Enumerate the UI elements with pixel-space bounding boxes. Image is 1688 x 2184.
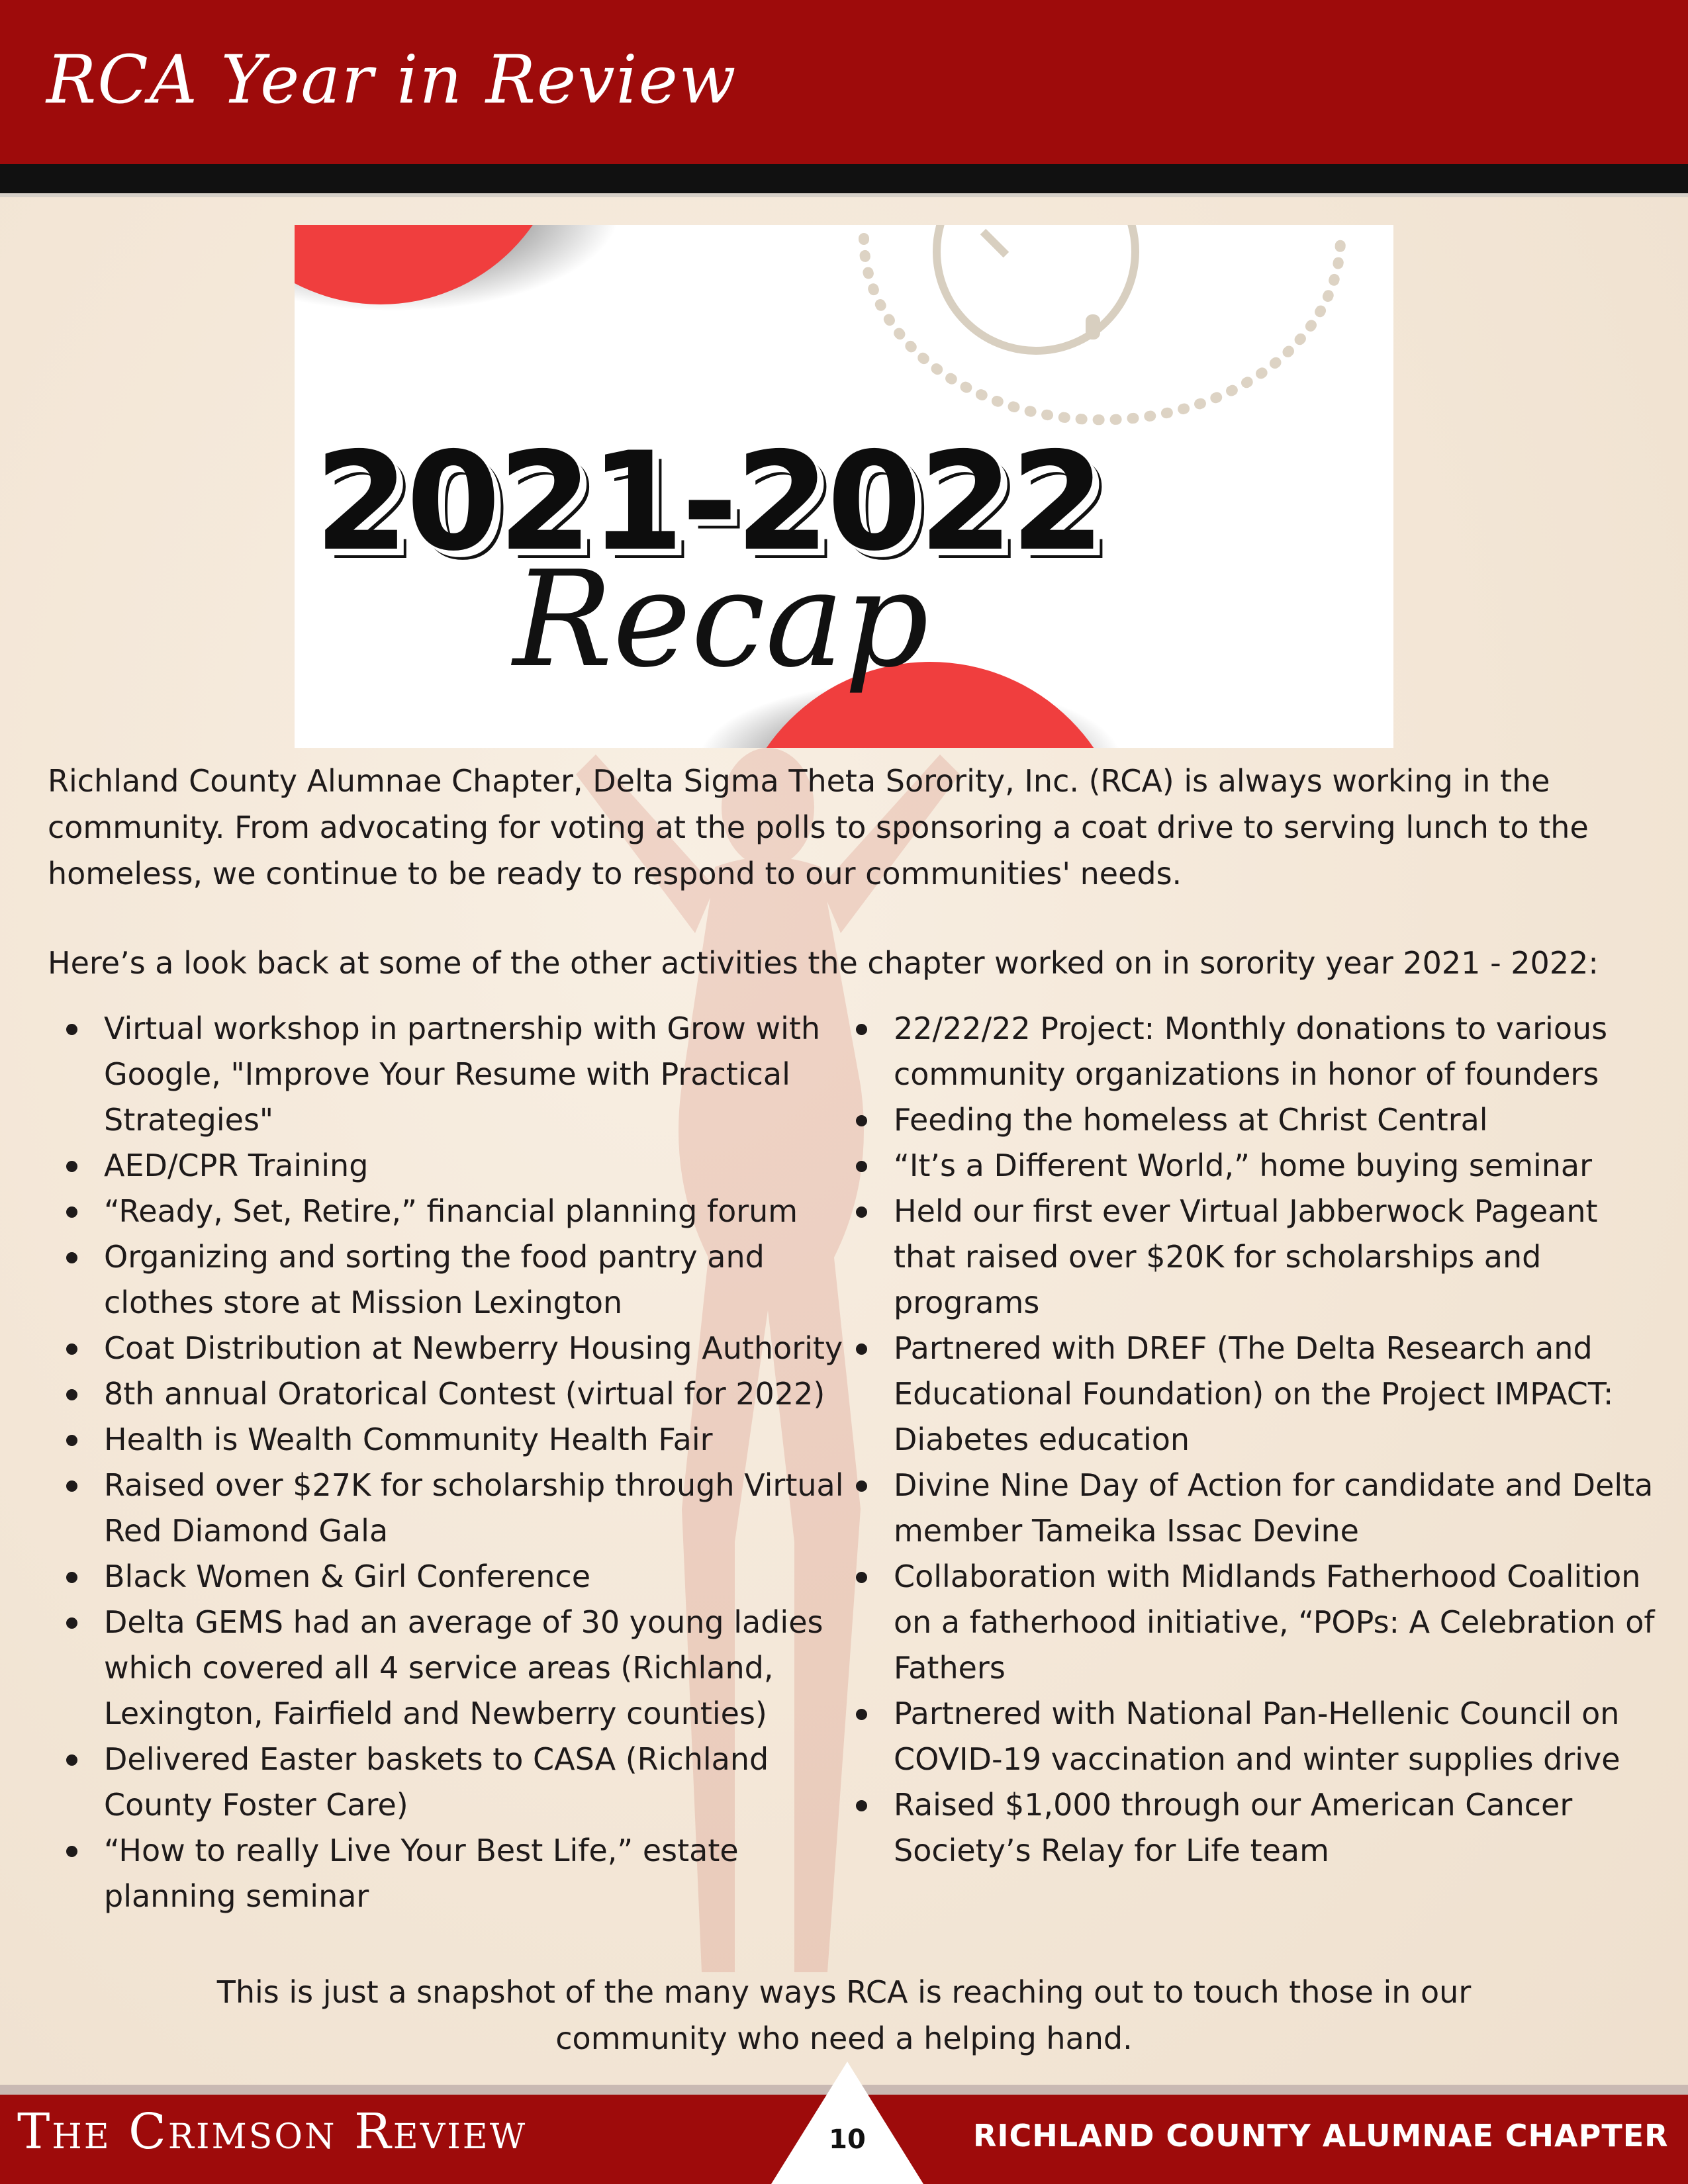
list-item: Black Women & Girl Conference <box>48 1554 855 1600</box>
list-item: Raised over $27K for scholarship through Virtual Red Diamond Gala <box>48 1463 855 1554</box>
closing-paragraph: This is just a snapshot of the many ways RCA is reaching out to touch those in our community who need a helping hand. <box>216 1974 1472 2056</box>
page-number: 10 <box>829 2124 866 2155</box>
list-item: 22/22/22 Project: Monthly donations to various community organizations in honor of founders <box>837 1006 1662 1097</box>
recap-banner <box>295 225 1393 748</box>
banner-recap-script: Recap <box>513 543 929 697</box>
activities-lead: Here’s a look back at some of the other activities the chapter worked on in sorority year 2021 - 2022: <box>48 945 1599 981</box>
list-item: “Ready, Set, Retire,” financial planning forum <box>48 1189 855 1234</box>
list-item: Organizing and sorting the food pantry and clothes store at Mission Lexington <box>48 1234 855 1326</box>
list-item: “It’s a Different World,” home buying seminar <box>837 1143 1662 1189</box>
intro-paragraph: Richland County Alumnae Chapter, Delta Sigma Theta Sorority, Inc. (RCA) is always working in the community. From advocating for voting at the polls to sponsoring a coat drive to serving lunch to the homeless, we continue to be ready to respond to our communities' needs. <box>48 763 1589 891</box>
list-item: “How to really Live Your Best Life,” estate planning seminar <box>48 1828 855 1919</box>
list-item: Health is Wealth Community Health Fair <box>48 1417 855 1463</box>
list-item: Divine Nine Day of Action for candidate and Delta member Tameika Issac Devine <box>837 1463 1662 1554</box>
list-item: Coat Distribution at Newberry Housing Authority <box>48 1326 855 1371</box>
page-title: RCA Year in Review <box>46 41 737 118</box>
list-item: Delivered Easter baskets to CASA (Richland County Foster Care) <box>48 1737 855 1828</box>
list-item: Collaboration with Midlands Fatherhood Coalition on a fatherhood initiative, “POPs: A Celebration of Fathers <box>837 1554 1662 1691</box>
list-item: Partnered with DREF (The Delta Research and Educational Foundation) on the Project IMPACT: Diabetes education <box>837 1326 1662 1463</box>
pearl-ring-icon <box>864 225 1340 420</box>
list-item: Virtual workshop in partnership with Grow with Google, "Improve Your Resume with Practical Strategies" <box>48 1006 855 1143</box>
page-number-tab <box>771 2062 923 2184</box>
chapter-name: RICHLAND COUNTY ALUMNAE CHAPTER <box>973 2118 1669 2154</box>
page-header <box>0 0 1688 164</box>
list-item: AED/CPR Training <box>48 1143 855 1189</box>
list-item: Delta GEMS had an average of 30 young ladies which covered all 4 service areas (Richland, Lexington, Fairfield and Newberry counties) <box>48 1600 855 1737</box>
publication-name: The Crimson Review <box>17 2103 528 2160</box>
list-item: Held our first ever Virtual Jabberwock Pageant that raised over $20K for scholarships and programs <box>837 1189 1662 1326</box>
list-item: Raised $1,000 through our American Cancer Society’s Relay for Life team <box>837 1782 1662 1874</box>
list-item: Feeding the homeless at Christ Central <box>837 1097 1662 1143</box>
banner-year: 2021-2022 <box>314 424 1103 581</box>
activities-list-right <box>837 1006 1662 1874</box>
header-divider <box>0 164 1688 193</box>
list-item: Partnered with National Pan-Hellenic Council on COVID-19 vaccination and winter supplies drive <box>837 1691 1662 1782</box>
list-item: 8th annual Oratorical Contest (virtual for 2022) <box>48 1371 855 1417</box>
header-divider-light <box>0 193 1688 197</box>
activities-list-left <box>48 1006 855 1919</box>
